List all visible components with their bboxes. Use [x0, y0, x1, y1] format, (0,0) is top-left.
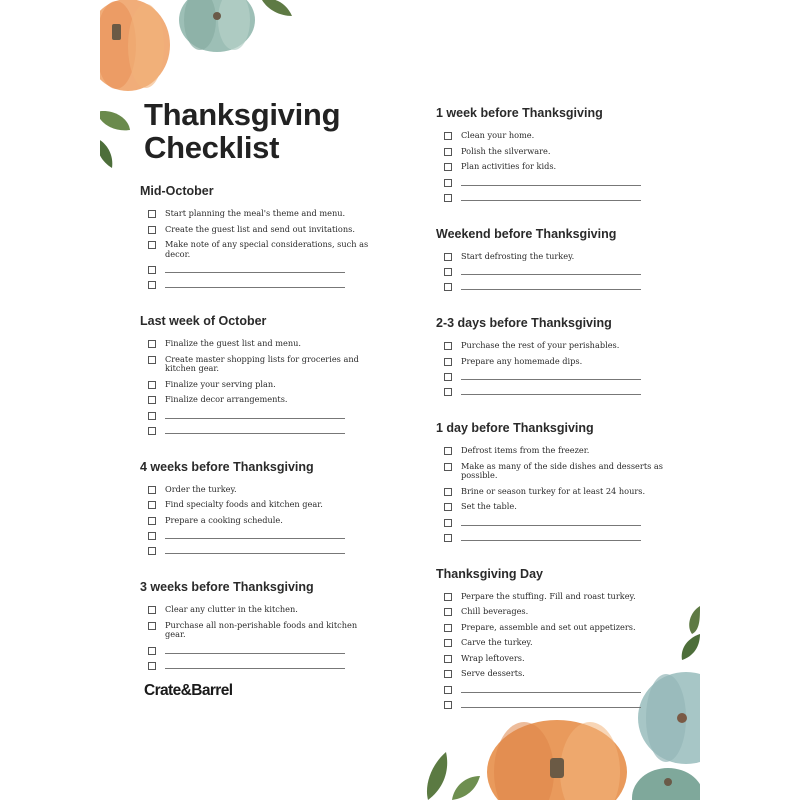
- checklist-item-label: Prepare a cooking schedule.: [165, 514, 283, 525]
- checkbox[interactable]: [148, 266, 156, 274]
- checklist-section: [436, 315, 666, 396]
- checklist-item: [148, 395, 370, 405]
- checklist-item-label: Create the guest list and send out invitations.: [165, 223, 355, 234]
- checklist-item-label: Perpare the stuffing. Fill and roast turkey.: [461, 590, 636, 601]
- checklist-item: [444, 654, 666, 664]
- checkbox[interactable]: [148, 486, 156, 494]
- checkbox[interactable]: [148, 412, 156, 420]
- blank-write-in-line[interactable]: [461, 700, 641, 708]
- checklist-item-label: Clear any clutter in the kitchen.: [165, 604, 298, 614]
- checklist-item-label: Brine or season turkey for at least 24 hours.: [461, 485, 646, 496]
- checklist-section: [140, 579, 370, 670]
- checklist-item: [444, 162, 666, 172]
- checkbox[interactable]: [444, 388, 452, 396]
- checklist-item-label: Make note of any special considerations, such as decor.: [165, 239, 369, 259]
- checklist-item: [148, 546, 370, 555]
- checklist-item-label: Order the turkey.: [165, 483, 237, 494]
- checklist-item-label: Prepare any homemade dips.: [461, 355, 583, 366]
- checklist-item: [148, 661, 370, 670]
- checklist-item-label: Finalize the guest list and menu.: [165, 338, 302, 348]
- checklist-section: [140, 459, 370, 556]
- checkbox[interactable]: [444, 342, 452, 350]
- blank-write-in-line[interactable]: [165, 661, 345, 669]
- checklist-item: [444, 252, 666, 262]
- checkbox[interactable]: [148, 647, 156, 655]
- checkbox[interactable]: [444, 179, 452, 187]
- checklist-item-label: Purchase the rest of your perishables.: [461, 340, 620, 350]
- blank-write-in-line[interactable]: [165, 280, 345, 288]
- checklist-item-label: Carve the turkey.: [461, 637, 533, 647]
- section-heading: Mid-October: [140, 184, 214, 198]
- checklist-item-label: Start planning the meal's theme and menu.: [165, 208, 346, 218]
- blank-write-in-line[interactable]: [461, 685, 641, 693]
- checkbox[interactable]: [444, 624, 452, 632]
- checkbox[interactable]: [444, 608, 452, 616]
- checklist-item: [148, 516, 370, 526]
- leaf-illustration: [676, 604, 700, 662]
- section-heading: 2-3 days before Thanksgiving: [436, 316, 612, 330]
- checkbox[interactable]: [444, 519, 452, 527]
- page-title: [144, 98, 340, 164]
- checklist-item: [148, 339, 370, 349]
- checklist-section: [436, 226, 666, 292]
- title-line-1: Thanksgiving: [144, 97, 341, 132]
- blank-write-in-line[interactable]: [461, 387, 641, 395]
- checklist-item-label: Clean your home.: [461, 130, 535, 140]
- checklist-item-label: Find specialty foods and kitchen gear.: [165, 499, 323, 509]
- checkbox[interactable]: [444, 670, 452, 678]
- blank-write-in-line[interactable]: [461, 267, 641, 275]
- checkbox[interactable]: [444, 283, 452, 291]
- section-heading: 1 week before Thanksgiving: [436, 106, 603, 120]
- leaf-illustration: [260, 0, 294, 20]
- section-heading: Weekend before Thanksgiving: [436, 226, 617, 241]
- checkbox[interactable]: [148, 241, 156, 249]
- checklist-item: [444, 462, 666, 481]
- checklist-item: [444, 282, 666, 291]
- checkbox[interactable]: [148, 501, 156, 509]
- title-line-2: Checklist: [144, 130, 280, 165]
- checklist-item-label: Create master shopping lists for groceries and kitchen gear.: [165, 353, 359, 373]
- checkbox[interactable]: [444, 655, 452, 663]
- checklist-item-label: Set the table.: [461, 501, 517, 511]
- checkbox[interactable]: [444, 447, 452, 455]
- checklist-item: [444, 193, 666, 202]
- right-column: [436, 105, 666, 733]
- teal-pumpkin-illustration: [176, 0, 258, 58]
- checklist-item: [444, 446, 666, 456]
- checkbox[interactable]: [444, 463, 452, 471]
- checkbox[interactable]: [148, 210, 156, 218]
- checklist-item: [444, 267, 666, 276]
- checklist-item: [148, 209, 370, 219]
- checklist-item: [444, 700, 666, 709]
- checklist-item: [148, 280, 370, 289]
- checklist-item: [444, 131, 666, 141]
- orange-pumpkin-illustration: [100, 0, 178, 100]
- leaf-illustration: [100, 108, 132, 170]
- brand-logo: Crate&Barrel: [144, 682, 233, 699]
- blank-write-in-line[interactable]: [165, 546, 345, 554]
- checklist-item: [444, 669, 666, 679]
- checkbox[interactable]: [444, 132, 452, 140]
- checklist-item: [444, 518, 666, 527]
- checkbox[interactable]: [148, 606, 156, 614]
- teal-pumpkin-illustration: [630, 764, 700, 800]
- checklist-item-label: Wrap leftovers.: [461, 652, 525, 663]
- checklist-item: [148, 426, 370, 435]
- checklist-section: [436, 420, 666, 542]
- checkbox[interactable]: [148, 340, 156, 348]
- checkbox[interactable]: [444, 253, 452, 261]
- checkbox[interactable]: [148, 281, 156, 289]
- section-heading: Thanksgiving Day: [436, 566, 543, 581]
- checklist-item-label: Defrost items from the freezer.: [461, 445, 590, 455]
- checkbox[interactable]: [148, 517, 156, 525]
- checkbox[interactable]: [444, 503, 452, 511]
- checklist-item: [148, 646, 370, 655]
- checklist-item: [148, 240, 370, 259]
- checklist-item-label: Purchase all non-perishable foods and kitchen gear.: [165, 619, 358, 639]
- checklist-item: [444, 372, 666, 381]
- checkbox[interactable]: [148, 622, 156, 630]
- left-column: [140, 183, 370, 694]
- checklist-item: [148, 355, 370, 374]
- blank-write-in-line[interactable]: [461, 533, 641, 541]
- blank-write-in-line[interactable]: [165, 411, 345, 419]
- blank-write-in-line[interactable]: [461, 372, 641, 380]
- blank-write-in-line[interactable]: [165, 531, 345, 539]
- checklist-item-label: Plan activities for kids.: [461, 161, 557, 171]
- checklist-item: [444, 533, 666, 542]
- checkbox[interactable]: [444, 534, 452, 542]
- checklist-item: [444, 147, 666, 157]
- checkbox[interactable]: [444, 701, 452, 709]
- checklist-item: [148, 531, 370, 540]
- checkbox[interactable]: [148, 662, 156, 670]
- checklist-item: [444, 487, 666, 497]
- checkbox[interactable]: [444, 163, 452, 171]
- checkbox[interactable]: [148, 532, 156, 540]
- checkbox[interactable]: [148, 356, 156, 364]
- blank-write-in-line[interactable]: [461, 193, 641, 201]
- checklist-section: [140, 313, 370, 435]
- checklist-item: [444, 341, 666, 351]
- checklist-item: [444, 623, 666, 633]
- checklist-item: [148, 500, 370, 510]
- checklist-item-label: Finalize decor arrangements.: [165, 394, 288, 404]
- checklist-item: [148, 225, 370, 235]
- blank-write-in-line[interactable]: [461, 518, 641, 526]
- blank-write-in-line[interactable]: [165, 426, 345, 434]
- checklist-section: [140, 183, 370, 289]
- checklist-item: [444, 178, 666, 187]
- checkbox[interactable]: [444, 268, 452, 276]
- checkbox[interactable]: [444, 593, 452, 601]
- checklist-item-label: Make as many of the side dishes and desserts as possible.: [461, 460, 663, 480]
- blank-write-in-line[interactable]: [461, 178, 641, 186]
- checklist-item: [444, 638, 666, 648]
- checkbox[interactable]: [444, 639, 452, 647]
- checkbox[interactable]: [444, 148, 452, 156]
- checklist-section: [436, 566, 666, 709]
- checklist-item: [148, 485, 370, 495]
- checklist-item-label: Serve desserts.: [461, 668, 525, 678]
- checklist-item: [444, 357, 666, 367]
- section-heading: 1 day before Thanksgiving: [436, 421, 594, 435]
- blank-write-in-line[interactable]: [461, 282, 641, 290]
- section-heading: 3 weeks before Thanksgiving: [140, 580, 314, 594]
- checklist-item: [148, 380, 370, 390]
- checklist-item: [444, 592, 666, 602]
- checkbox[interactable]: [444, 686, 452, 694]
- checkbox[interactable]: [148, 381, 156, 389]
- checkbox[interactable]: [444, 358, 452, 366]
- checkbox[interactable]: [148, 547, 156, 555]
- checklist-item-label: Start defrosting the turkey.: [461, 250, 575, 261]
- checklist-item: [148, 621, 370, 640]
- blank-write-in-line[interactable]: [165, 265, 345, 273]
- blank-write-in-line[interactable]: [165, 646, 345, 654]
- leaf-illustration: [422, 748, 482, 800]
- checklist-item-label: Finalize your serving plan.: [165, 378, 276, 389]
- checkbox[interactable]: [148, 427, 156, 435]
- checkbox[interactable]: [444, 488, 452, 496]
- checkbox[interactable]: [148, 226, 156, 234]
- checklist-item-label: Polish the silverware.: [461, 145, 551, 156]
- checklist-item-label: Chill beverages.: [461, 606, 529, 616]
- checklist-section: [436, 105, 666, 202]
- checklist-item: [444, 502, 666, 512]
- checklist-item: [444, 685, 666, 694]
- checkbox[interactable]: [444, 194, 452, 202]
- checklist-item: [444, 607, 666, 617]
- checklist-item: [148, 605, 370, 615]
- checklist-item: [444, 387, 666, 396]
- checklist-item-label: Prepare, assemble and set out appetizers.: [461, 621, 636, 632]
- section-heading: Last week of October: [140, 314, 267, 328]
- checkbox[interactable]: [444, 373, 452, 381]
- checklist-item: [148, 265, 370, 274]
- section-heading: 4 weeks before Thanksgiving: [140, 459, 314, 474]
- checklist-item: [148, 411, 370, 420]
- checkbox[interactable]: [148, 396, 156, 404]
